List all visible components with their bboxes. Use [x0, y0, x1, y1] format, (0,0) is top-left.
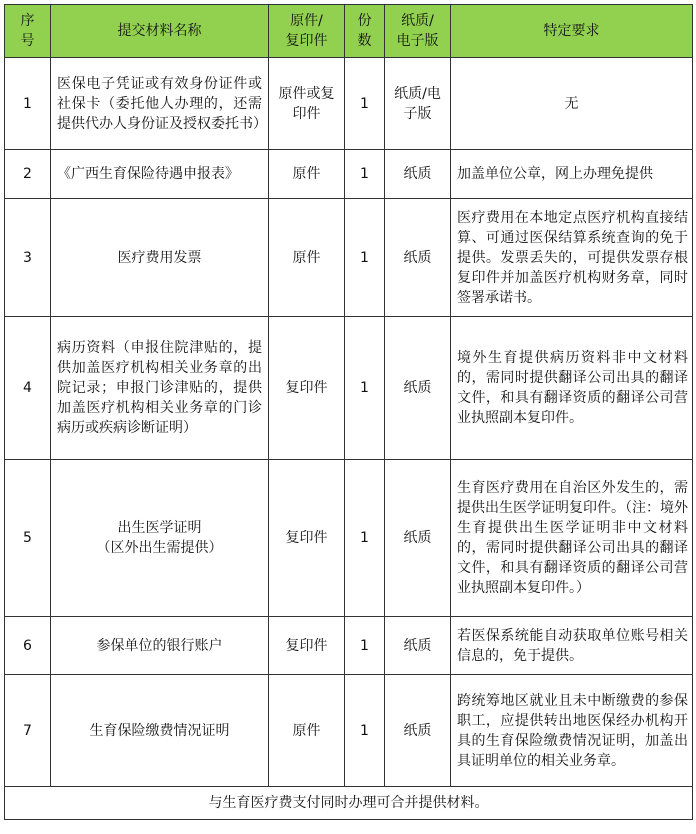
- table-row: [5, 317, 693, 460]
- row-media: 纸质/电子版: [385, 58, 451, 150]
- row-original: 原件: [269, 150, 345, 199]
- row-seq: 3: [5, 199, 51, 317]
- row-name-note: （区外出生需提供）: [96, 540, 223, 556]
- row-copies: 1: [345, 150, 385, 199]
- header-media: 纸质/ 电子版: [385, 5, 451, 58]
- row-copies: 1: [345, 58, 385, 150]
- row-copies: 1: [345, 617, 385, 675]
- row-original: 复印件: [269, 317, 345, 460]
- table-row: [5, 460, 693, 617]
- row-copies: 1: [345, 199, 385, 317]
- table-row: [5, 617, 693, 675]
- row-media: 纸质: [385, 317, 451, 460]
- row-name: [51, 460, 269, 617]
- row-seq: 5: [5, 460, 51, 617]
- table-row: [5, 58, 693, 150]
- materials-table-container: [4, 4, 693, 820]
- row-name: 医保电子凭证或有效身份证件或社保卡（委托他人办理的，还需提供代办人身份证及授权委托书）: [51, 58, 269, 150]
- row-requirements: 加盖单位公章，网上办理免提供: [451, 150, 693, 199]
- row-name-main: 出生医学证明: [117, 520, 202, 536]
- row-original: 原件: [269, 199, 345, 317]
- row-name: 《广西生育保险待遇申报表》: [51, 150, 269, 199]
- row-name: 参保单位的银行账户: [51, 617, 269, 675]
- row-name: 医疗费用发票: [51, 199, 269, 317]
- row-name: 生育保险缴费情况证明: [51, 675, 269, 787]
- header-original: 原件/ 复印件: [269, 5, 345, 58]
- row-media: 纸质: [385, 675, 451, 787]
- row-original: 复印件: [269, 460, 345, 617]
- row-media: 纸质: [385, 199, 451, 317]
- header-seq: 序 号: [5, 5, 51, 58]
- row-copies: 1: [345, 460, 385, 617]
- row-media: 纸质: [385, 617, 451, 675]
- row-seq: 2: [5, 150, 51, 199]
- row-name: 病历资料（申报住院津贴的，提供加盖医疗机构相关业务章的出院记录；申报门诊津贴的，提供加盖医疗机构相关业务章的门诊病历或疾病诊断证明）: [51, 317, 269, 460]
- row-requirements: 生育医疗费用在自治区外发生的，需提供出生医学证明复印件。（注：境外生育提供出生医学证明非中文材料的，需同时提供翻译公司出具的翻译文件，和具有翻译资质的翻译公司营业执照副本复印件。）: [451, 460, 693, 617]
- footer-row: [5, 787, 693, 820]
- materials-table: [4, 4, 693, 820]
- row-seq: 1: [5, 58, 51, 150]
- row-original: 复印件: [269, 617, 345, 675]
- row-copies: 1: [345, 317, 385, 460]
- row-seq: 6: [5, 617, 51, 675]
- row-requirements: 无: [451, 58, 693, 150]
- row-seq: 4: [5, 317, 51, 460]
- row-original: 原件或复印件: [269, 58, 345, 150]
- header-row: [5, 5, 693, 58]
- row-requirements: 医疗费用在本地定点医疗机构直接结算、可通过医保结算系统查询的免于提供。发票丢失的，可提供发票存根复印件并加盖医疗机构财务章，同时签署承诺书。: [451, 199, 693, 317]
- table-row: [5, 675, 693, 787]
- header-name: 提交材料名称: [51, 5, 269, 58]
- row-copies: 1: [345, 675, 385, 787]
- header-requirements: 特定要求: [451, 5, 693, 58]
- header-copies: 份 数: [345, 5, 385, 58]
- row-media: 纸质: [385, 460, 451, 617]
- row-seq: 7: [5, 675, 51, 787]
- row-media: 纸质: [385, 150, 451, 199]
- row-requirements: 境外生育提供病历资料非中文材料的，需同时提供翻译公司出具的翻译文件，和具有翻译资质的翻译公司营业执照副本复印件。: [451, 317, 693, 460]
- row-requirements: 若医保系统能自动获取单位账号相关信息的，免于提供。: [451, 617, 693, 675]
- table-row: [5, 150, 693, 199]
- row-original: 原件: [269, 675, 345, 787]
- row-requirements: 跨统筹地区就业且未中断缴费的参保职工，应提供转出地医保经办机构开具的生育保险缴费情况证明，加盖出具证明单位的相关业务章。: [451, 675, 693, 787]
- footer-note: 与生育医疗费支付同时办理可合并提供材料。: [5, 787, 693, 820]
- table-row: [5, 199, 693, 317]
